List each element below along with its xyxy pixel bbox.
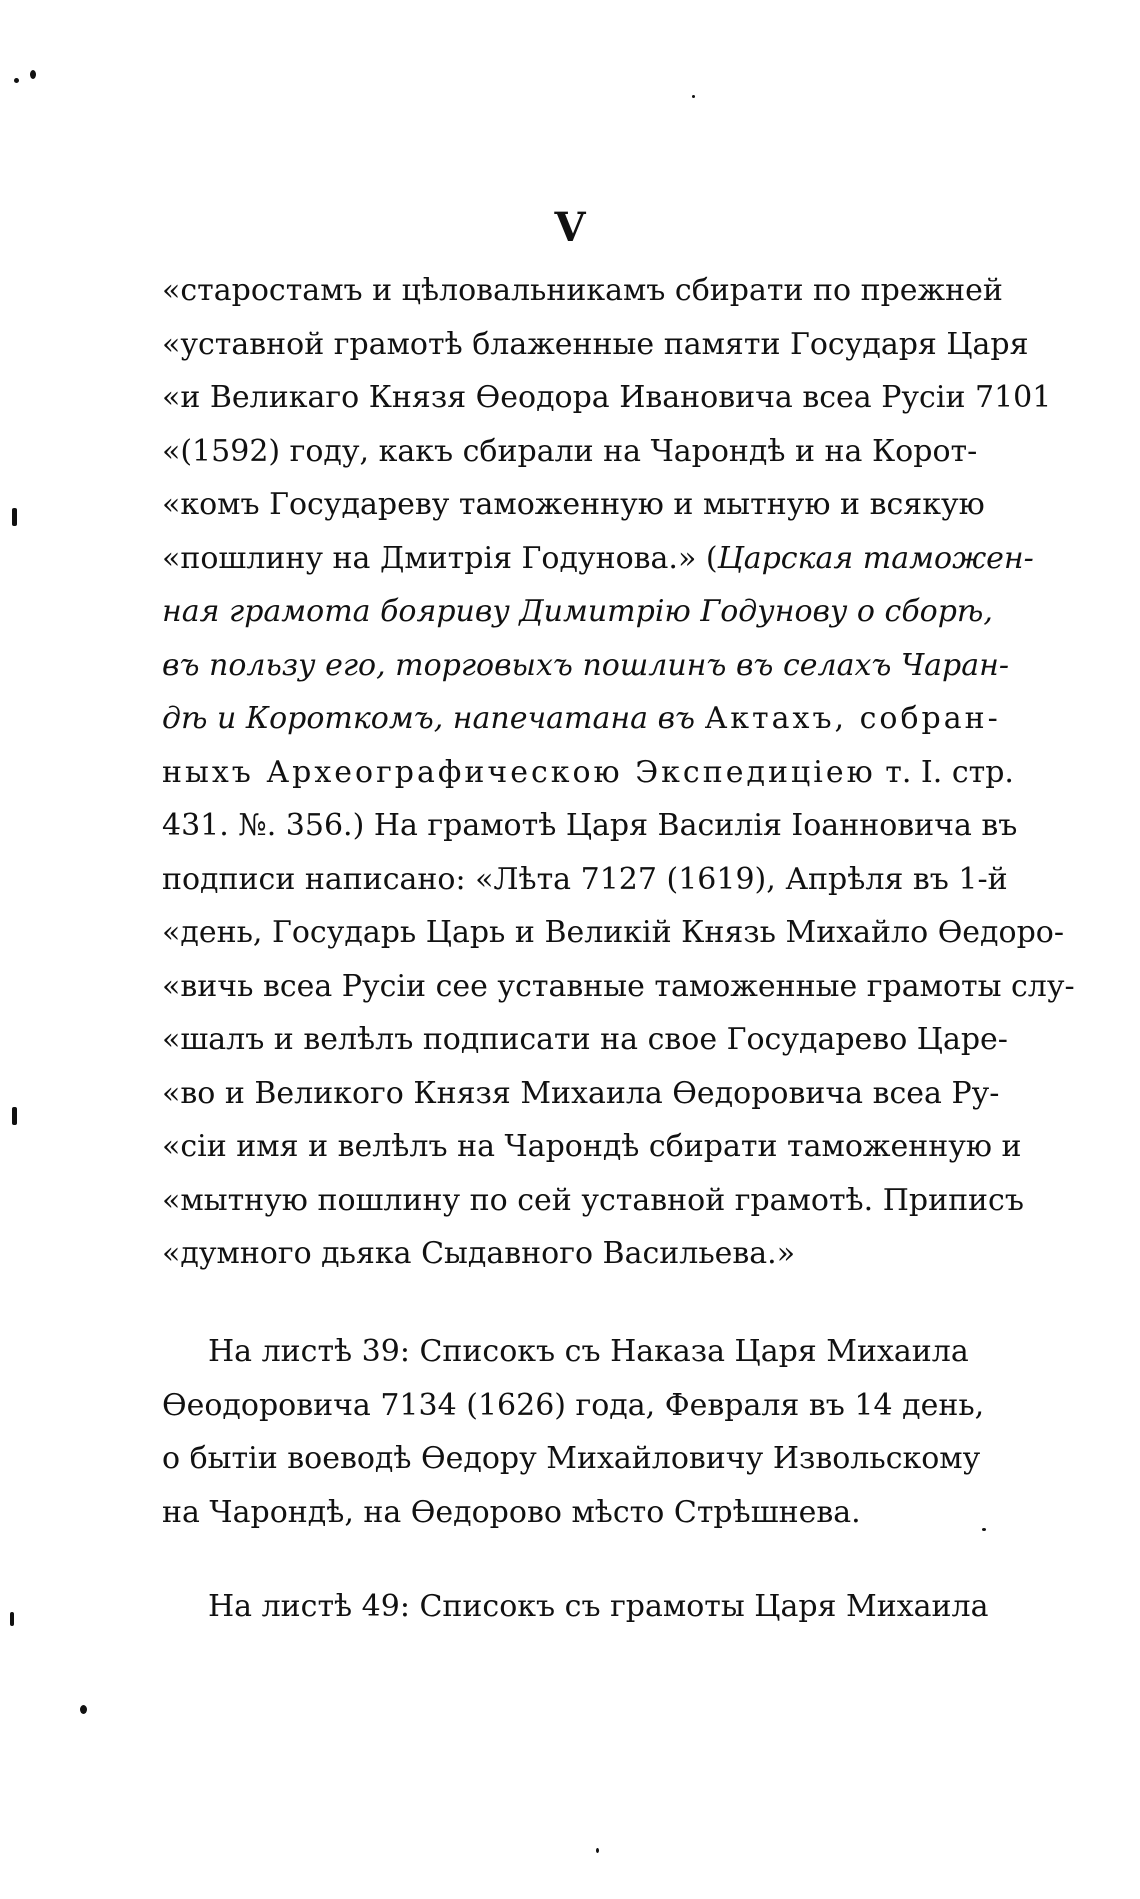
text-run: На листѣ 39: Списокъ съ Наказа Царя Михаила — [208, 1334, 969, 1369]
scan-speck — [14, 78, 19, 83]
text-run: «день, Государь Царь и Великій Князь Михайло Өедоро- — [162, 915, 1064, 950]
text-line — [162, 1432, 981, 1486]
text-run: «вичь всеа Русіи сее уставные таможенные грамоты слу- — [162, 968, 1075, 1004]
text-run: т. I. стр. — [875, 754, 1014, 790]
paragraph-3 — [162, 1580, 989, 1634]
text-run: Царская таможен- — [717, 540, 1034, 576]
text-line — [162, 1174, 1024, 1228]
text-line — [162, 960, 1075, 1014]
scan-speck — [12, 508, 17, 526]
text-line — [162, 853, 1008, 907]
text-run: «уставной грамотѣ блаженные памяти Государя Царя — [162, 326, 1029, 362]
text-line — [162, 264, 1003, 318]
text-run: На листѣ 49: Списокъ съ грамоты Царя Михаила — [208, 1589, 989, 1624]
text-line — [162, 746, 1014, 800]
text-run: «пошлину на Дмитрія Годунова.» ( — [162, 540, 718, 576]
scan-speck — [12, 1107, 17, 1125]
text-line — [162, 906, 1064, 960]
text-line — [162, 639, 1010, 693]
text-line — [162, 1013, 1008, 1067]
scan-speck — [30, 70, 36, 79]
scan-speck — [80, 1705, 87, 1714]
text-line — [162, 1486, 930, 1540]
text-run: подписи написано: «Лѣта 7127 (1619), Апрѣля въ 1-й — [162, 861, 1008, 897]
text-run: «(1592) году, какъ сбирали на Чарондѣ и на Корот- — [162, 433, 978, 469]
text-run: «во и Великого Князя Михаила Өедоровича всеа Ру- — [162, 1075, 1000, 1111]
text-line — [162, 318, 1029, 372]
text-run: дѣ и Короткомъ, напечатана въ — [162, 701, 705, 736]
text-run: «и Великаго Князя Өеодора Ивановича всеа Русіи 7101 — [162, 380, 1052, 415]
text-run: «комъ Государеву таможенную и мытную и всякую — [162, 487, 985, 522]
text-line — [162, 1120, 1022, 1174]
text-line — [162, 799, 1018, 853]
text-run: ная грамота бояриву Димитрію Годунову о сборѣ, — [162, 594, 993, 629]
text-line — [162, 371, 1052, 425]
paragraph-2 — [162, 1325, 985, 1539]
text-line — [162, 1379, 985, 1433]
scan-speck — [982, 1528, 986, 1531]
text-run: на Чарондѣ, на Өедорово мѣсто Стрѣшнева. — [162, 1494, 861, 1530]
text-run: «думного дьяка Сыдавного Васильева.» — [162, 1236, 796, 1271]
scan-speck — [10, 1612, 14, 1626]
text-line — [162, 585, 993, 639]
text-run: Актахъ, собран- — [704, 701, 1001, 736]
text-run: ныхъ Археографическою Экспедиціею — [162, 754, 876, 790]
text-run: Өеодоровича 7134 (1626) года, Февраля въ 14 день, — [162, 1387, 985, 1423]
text-line — [162, 478, 985, 532]
text-line — [162, 1325, 969, 1379]
text-line — [162, 425, 978, 479]
text-run: 431. №. 356.) На грамотѣ Царя Василія Іоанновича въ — [162, 808, 1018, 843]
text-run: о бытіи воеводѣ Өедору Михайловичу Извольскому — [162, 1441, 981, 1476]
scan-speck — [692, 95, 695, 98]
text-line — [162, 1067, 1000, 1121]
paragraph-1 — [162, 264, 1075, 1281]
text-line — [162, 532, 1034, 586]
text-run: «сіи имя и велѣлъ на Чарондѣ сбирати таможенную и — [162, 1129, 1022, 1164]
text-line — [162, 692, 1001, 746]
text-run: въ пользу его, торговыхъ пошлинъ въ селахъ Чаран- — [162, 647, 1010, 683]
text-run: «шалъ и велѣлъ подписати на свое Государево Царе- — [162, 1022, 1008, 1057]
text-run: «старостамъ и цѣловальникамъ сбирати по прежней — [162, 273, 1003, 308]
page-number: V — [554, 204, 586, 251]
scan-speck — [596, 1848, 599, 1853]
text-line — [162, 1580, 989, 1634]
text-line — [162, 1227, 930, 1281]
text-run: «мытную пошлину по сей уставной грамотѣ. Приписъ — [162, 1182, 1024, 1218]
